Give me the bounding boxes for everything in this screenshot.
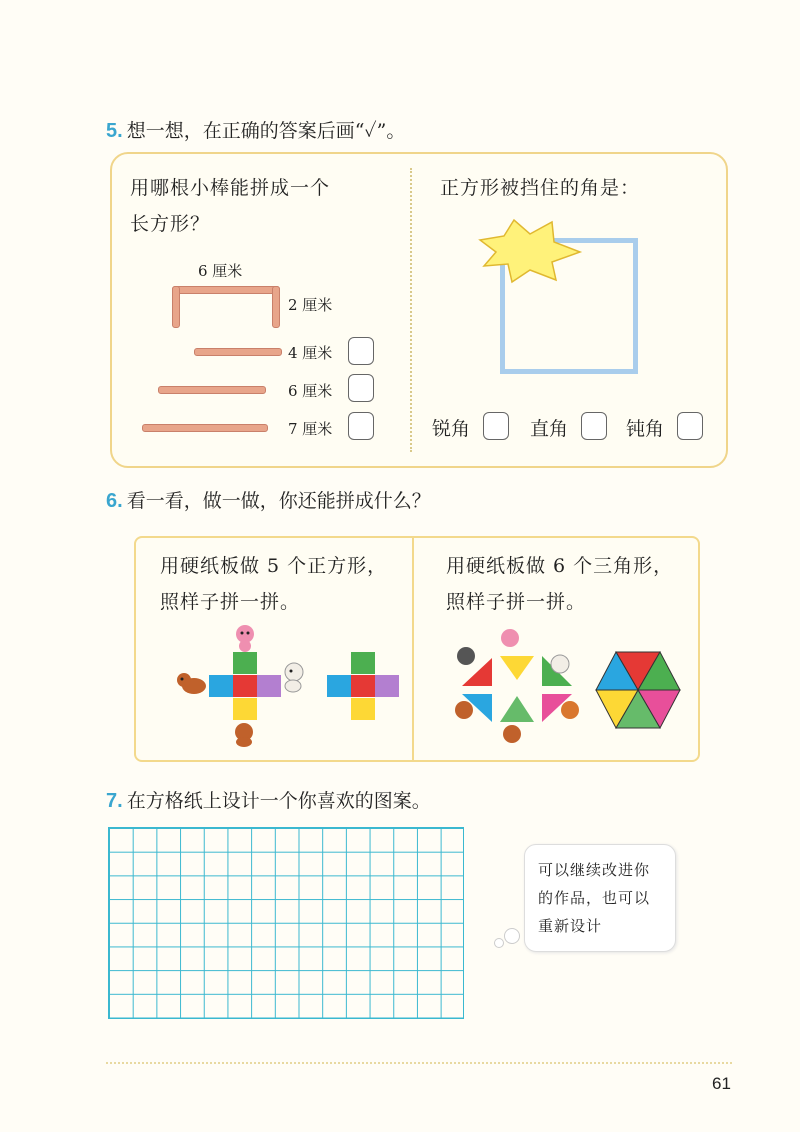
- puppy-brown-bottom2-icon: [503, 725, 521, 743]
- q6-heading: [106, 486, 431, 513]
- star-burst-icon: [474, 218, 586, 284]
- q6-right-line-1: 用硬纸板做 6 个三角形，: [446, 555, 674, 577]
- puppy-orange-icon: [561, 701, 579, 719]
- option-7cm-label: 7 厘米: [288, 420, 333, 438]
- tip-text: [538, 856, 650, 940]
- option-7cm-checkbox[interactable]: [348, 412, 374, 440]
- q5-left-line-1: 用哪根小棒能拼成一个: [130, 177, 331, 199]
- angle-obtuse-label: 钝角: [626, 418, 665, 440]
- result-square-center: [351, 675, 375, 697]
- stick-4cm: [194, 348, 282, 356]
- tip-bubble-dot-2: [494, 938, 504, 948]
- puppy-pink-icon: [230, 622, 260, 652]
- frame-left-stick: [172, 286, 180, 328]
- result-square-bottom: [351, 698, 375, 720]
- puppy-white-icon: [278, 660, 308, 694]
- footer-divider: [106, 1062, 732, 1064]
- stick-7cm: [142, 424, 268, 432]
- q7-heading: [106, 786, 431, 813]
- option-6cm-checkbox[interactable]: [348, 374, 374, 402]
- tip-line-2: 的作品，也可以: [538, 889, 651, 907]
- q6-left-text: [160, 548, 387, 620]
- triangle-light-green: [500, 696, 534, 722]
- q5-left-line-2: 长方形？: [130, 213, 211, 235]
- square-center: [233, 675, 257, 697]
- square-left: [209, 675, 233, 697]
- q6-instruction: 看一看，做一做，你还能拼成什么？: [126, 490, 431, 512]
- q5-left-text: [130, 170, 330, 242]
- q6-right-text: [446, 548, 673, 620]
- option-4cm-checkbox[interactable]: [348, 337, 374, 365]
- stick-6cm: [158, 386, 266, 394]
- q7-instruction: 在方格纸上设计一个你喜欢的图案。: [126, 790, 431, 812]
- result-square-right: [375, 675, 399, 697]
- tip-line-3: 重新设计: [538, 917, 603, 935]
- q5-divider: [410, 168, 412, 452]
- puppy-brown-left-icon: [176, 668, 208, 698]
- angle-right-label: 直角: [530, 418, 569, 440]
- angle-right-checkbox[interactable]: [581, 412, 607, 440]
- angle-acute-checkbox[interactable]: [483, 412, 509, 440]
- puppy-white-right-icon: [551, 655, 569, 673]
- hexagon-result: [594, 650, 682, 730]
- triangle-yellow: [500, 656, 534, 680]
- q6-divider: [412, 538, 414, 760]
- option-6cm-label: 6 厘米: [288, 382, 333, 400]
- triangle-example: [448, 624, 584, 748]
- puppy-brown-bottom-icon: [229, 720, 259, 748]
- puppy-grey-icon: [457, 647, 475, 665]
- design-grid[interactable]: [108, 827, 464, 1019]
- q6-right-line-2: 照样子拼一拼。: [446, 591, 587, 613]
- frame-top-label: 6 厘米: [198, 262, 243, 280]
- q7-number: 7.: [106, 790, 123, 812]
- q6-number: 6.: [106, 490, 123, 512]
- tip-bubble-dot-1: [504, 928, 520, 944]
- page-number: 61: [712, 1074, 731, 1093]
- q5-number: 5.: [106, 120, 123, 142]
- result-square-top: [351, 652, 375, 674]
- q5-instruction: 想一想，在正确的答案后画“✓”。: [126, 120, 406, 142]
- frame-top-stick: [172, 286, 280, 294]
- q6-left-line-2: 照样子拼一拼。: [160, 591, 301, 613]
- puppy-pink-top-icon: [501, 629, 519, 647]
- square-top: [233, 652, 257, 674]
- q6-left-line-1: 用硬纸板做 5 个正方形，: [160, 555, 388, 577]
- puppy-brown-icon: [455, 701, 473, 719]
- tip-line-1: 可以继续改进你: [538, 861, 651, 879]
- result-square-left: [327, 675, 351, 697]
- angle-acute-label: 锐角: [432, 418, 471, 440]
- q5-right-text: 正方形被挡住的角是：: [440, 177, 641, 199]
- q5-heading: [106, 116, 405, 143]
- angle-obtuse-checkbox[interactable]: [677, 412, 703, 440]
- square-bottom: [233, 698, 257, 720]
- option-4cm-label: 4 厘米: [288, 344, 333, 362]
- frame-side-label: 2 厘米: [288, 296, 333, 314]
- frame-right-stick: [272, 286, 280, 328]
